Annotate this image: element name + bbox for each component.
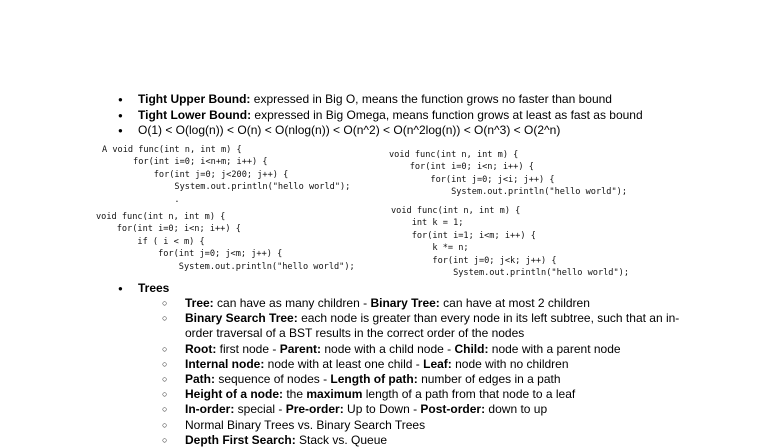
trees-list (162, 296, 702, 448)
trees-item (162, 372, 702, 387)
term-text: can have at most 2 children (439, 296, 590, 310)
term-label: Post-order: (420, 402, 486, 417)
bullet-lower-bound: ● Tight Lower Bound: expressed in Big Omega, means function grows at least as fast as bound (118, 108, 643, 124)
trees-item (162, 357, 702, 372)
term-text: Normal Binary Trees vs. Binary Search Trees (185, 417, 426, 432)
term-text: down to up (485, 402, 548, 417)
bullet-growth-order: ● O(1) < O(log(n)) < O(n) < O(nlog(n)) < O(n^2) < O(n^2log(n)) < O(n^3) < O(2^n) (118, 123, 643, 139)
code-block-d: void func(int n, int m) { int k = 1; for(int i=1; i<m; i++) { k *= n; for(int j=0; j<k; j++) { System.out.println("hello world"); (391, 206, 629, 279)
term-text: can have as many children - (213, 296, 371, 310)
term-label: Length of path: (330, 372, 418, 387)
term-label: Height of a node: (185, 387, 283, 402)
term-label: Internal node: (185, 356, 265, 371)
complexity-bullets (118, 92, 643, 139)
term-label: Child: (454, 341, 489, 356)
trees-heading: ● Trees (118, 281, 169, 297)
term-label: Path: (185, 372, 215, 387)
term-text: the (283, 387, 307, 402)
bullet-upper-bound: ● Tight Upper Bound: expressed in Big O, means the function grows no faster than bound (118, 92, 643, 108)
trees-item (162, 311, 702, 341)
trees-item (162, 387, 702, 402)
trees-item (162, 433, 702, 448)
code-block-c: void func(int n, int m) { for(int i=0; i<n; i++) { for(int j=0; j<i; j++) { System.out.println("hello world"); (389, 150, 627, 198)
term-text: node with at least one child - (264, 356, 424, 371)
term-text: Stack vs. Queue (295, 432, 388, 447)
term-text: Up to Down - (343, 402, 421, 417)
term-text: special - (234, 402, 286, 417)
term-label: Parent: (279, 341, 322, 356)
term-label: Binary Tree: (370, 296, 440, 310)
trees-item (162, 342, 702, 357)
term-text: node with no children (451, 356, 569, 371)
term-text: number of edges in a path (417, 372, 561, 387)
term-text: node with a parent node (488, 341, 621, 356)
code-block-a: A void func(int n, int m) { for(int i=0; i<n+m; i++) { for(int j=0; j<200; j++) { System.out.println("hello world"); . (102, 145, 351, 205)
term-text: first node - (216, 341, 280, 356)
term-label: In-order: (185, 402, 235, 417)
trees-item (162, 296, 702, 311)
term-text: node with a child node - (321, 341, 455, 356)
trees-section (118, 281, 169, 297)
term-label: Pre-order: (285, 402, 344, 417)
term-text: length of a path from that node to a leaf (362, 387, 576, 402)
term-text: each node is greater than every node in its left subtree, such that an in-order traversal of a BST results in the correct order of the nodes (185, 311, 680, 341)
term-label: Tree: (185, 296, 214, 310)
trees-item (162, 402, 702, 417)
term-label: maximum (306, 387, 363, 402)
term-label: Binary Search Tree: (185, 311, 298, 326)
term-text: sequence of nodes - (215, 372, 331, 387)
term-label: Root: (185, 341, 217, 356)
term-label: Depth First Search: (185, 432, 296, 447)
term-label: Leaf: (423, 356, 452, 371)
trees-item (162, 418, 702, 433)
code-block-b: void func(int n, int m) { for(int i=0; i<n; i++) { if ( i < m) { for(int j=0; j<m; j++) { System.out.println("hello world"); (96, 212, 355, 272)
